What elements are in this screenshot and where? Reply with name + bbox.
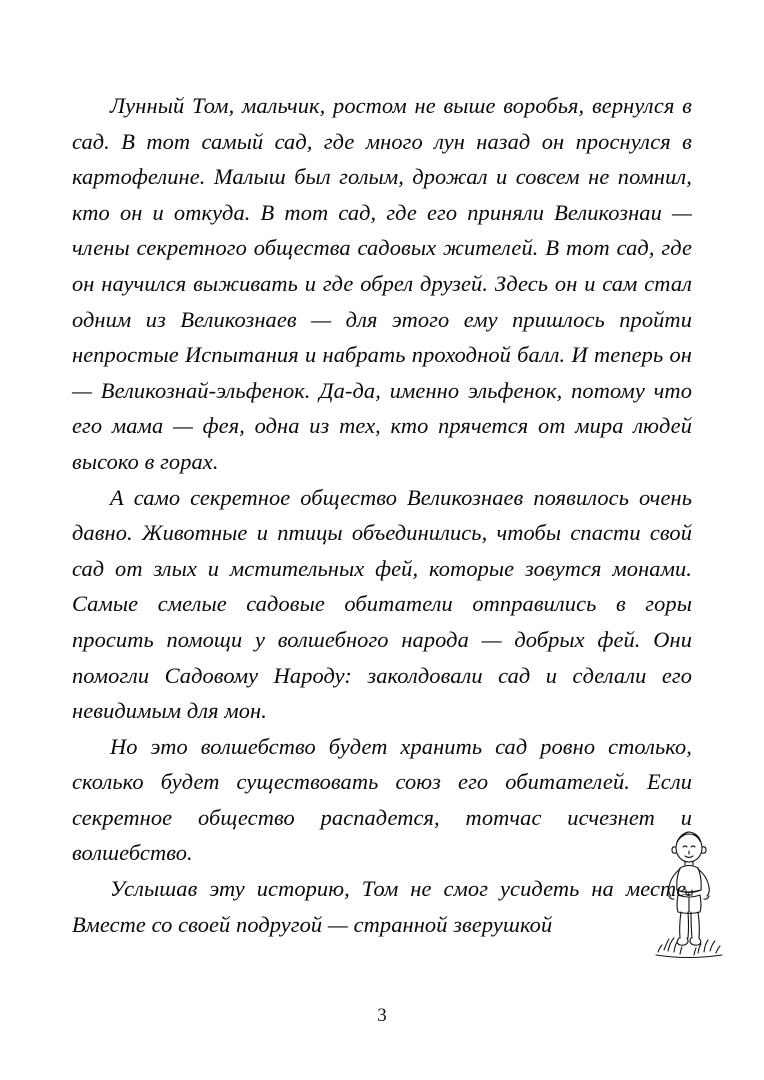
paragraph: Но это волшебство будет хранить сад ровно столько, сколько будет существовать союз его обитателей. Если секретное общество распадется, тотчас исчезнет и волшебство.	[72, 733, 692, 866]
paragraph: А само секретное общество Великознаев появилось очень давно. Животные и птицы объединились, чтобы спасти свой сад от злых и мстительных фей, которые зовутся монами. Самые смелые садовые обитатели отправились в горы просить помощи у волшебного народа — добрых фей. Они помогли Садовому Народу: заколдовали сад и сделали его невидимым для мон.	[72, 484, 692, 724]
paragraph: Лунный Том, мальчик, ростом не выше воробья, вернулся в сад. В тот самый сад, где много лун назад он проснулся в картофелине. Малыш был голым, дрожал и совсем не помнил, кто он и откуда. В тот сад, где его приняли Великознаи — члены секретного общества садовых жителей. В тот сад, где он научился выживать и где обрел друзей. Здесь он и сам стал одним из Великознаев — для этого ему пришлось пройти непростые Испытания и набрать проходной балл. И теперь он — Великознай-эльфенок. Да-да, именно эльфенок, потому что его мама — фея, одна из тех, кто прячется от мира людей высоко в горах.	[72, 93, 692, 474]
body-text-column	[72, 88, 692, 942]
page-number: 3	[377, 1005, 387, 1026]
paragraph: Услышав эту историю, Том не смог усидеть на месте. Вместе со своей подругой — странной зверушкой	[72, 876, 692, 937]
elf-boy-illustration	[650, 828, 728, 968]
